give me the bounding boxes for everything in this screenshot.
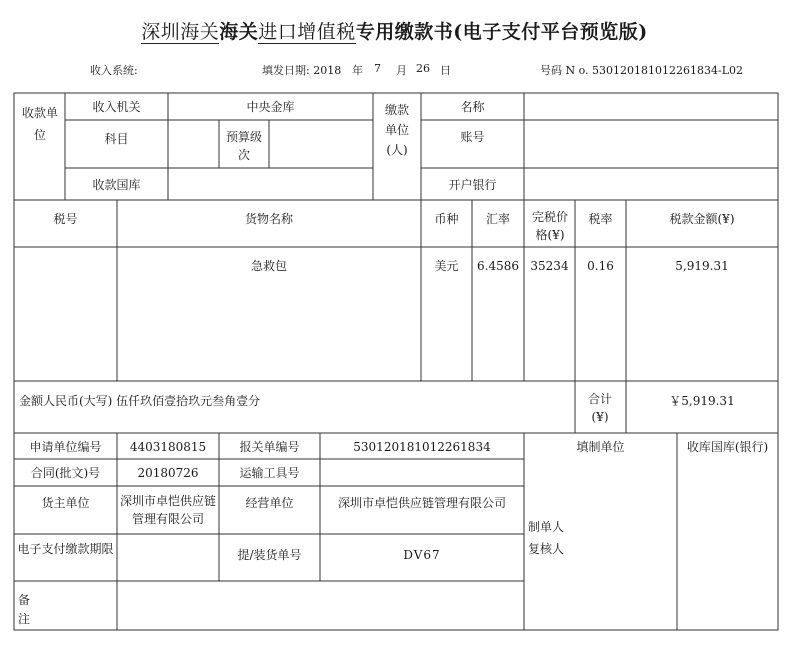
owner-label: 货主单位 xyxy=(41,496,90,510)
year-unit: 年 xyxy=(352,64,363,77)
reviewer-label: 复核人 xyxy=(528,542,565,556)
row-taxable-price: 35234 xyxy=(530,259,569,273)
operator-label: 经营单位 xyxy=(245,496,294,510)
agency-value: 中央金库 xyxy=(246,100,295,114)
col-tax-rate: 税率 xyxy=(588,212,613,226)
operator-value: 深圳市卓恺供应链管理有限公司 xyxy=(337,496,506,510)
col-tax-no: 税号 xyxy=(53,212,78,226)
day-unit: 日 xyxy=(440,64,451,77)
applicant-code-label: 申请单位编号 xyxy=(29,440,102,454)
col-currency: 币种 xyxy=(434,212,459,226)
applicant-code-value: 4403180815 xyxy=(129,440,207,454)
title-form-name: 专用缴款书(电子支付平台预览版) xyxy=(355,21,648,43)
treasury-label: 收款国库 xyxy=(92,178,141,192)
row-goods-name: 急救包 xyxy=(250,259,287,273)
receiver-section-label: 收款单位 xyxy=(21,106,58,142)
owner-value: 深圳市卓恺供应链管理有限公司 xyxy=(119,494,216,526)
transport-label: 运输工具号 xyxy=(239,466,300,480)
month-value: 7 xyxy=(374,62,381,75)
month-unit: 月 xyxy=(396,64,407,77)
preparer-label: 制单人 xyxy=(528,520,565,534)
bill-label: 提/装货单号 xyxy=(237,548,302,562)
col-goods-name: 货物名称 xyxy=(244,212,293,226)
row-rate: 6.4586 xyxy=(477,259,519,273)
contract-label: 合同(批文)号 xyxy=(30,466,101,480)
declaration-no-label: 报关单编号 xyxy=(239,440,300,454)
title-tax-type: 进口增值税 xyxy=(258,21,356,43)
remarks-label: 备注 xyxy=(18,593,31,626)
issuer-label: 填制单位 xyxy=(576,440,625,454)
date-label: 填发日期: 2018 xyxy=(262,64,342,77)
payer-account-label: 账号 xyxy=(460,130,485,144)
declaration-no-value: 530120181012261834 xyxy=(353,440,491,454)
row-currency: 美元 xyxy=(434,259,459,273)
bill-value: DV67 xyxy=(403,548,441,562)
row-tax-rate: 0.16 xyxy=(587,259,614,273)
col-taxable-price: 完税价格(¥) xyxy=(531,210,568,242)
deadline-label: 电子支付缴款期限 xyxy=(17,542,114,556)
payer-bank-label: 开户银行 xyxy=(448,178,497,192)
agency-label: 收入机关 xyxy=(92,100,141,114)
subject-label: 科目 xyxy=(104,132,129,146)
payer-name-label: 名称 xyxy=(460,100,485,114)
title-customs-name: 深圳海关 xyxy=(141,21,220,43)
title-customs: 海关 xyxy=(219,21,259,43)
total-label: 合计(¥) xyxy=(587,392,612,424)
col-rate: 汇率 xyxy=(485,212,510,226)
contract-value: 20180726 xyxy=(137,466,199,480)
col-tax-amount: 税款金额(¥) xyxy=(669,212,735,226)
day-value: 26 xyxy=(416,62,430,75)
treasury-bank-label: 收库国库(银行) xyxy=(686,440,769,454)
amount-in-words: 金额人民币(大写) 伍仟玖佰壹拾玖元叁角壹分 xyxy=(19,394,261,408)
payer-section-label: 缴款单位(人) xyxy=(384,103,409,157)
total-value: ￥5,919.31 xyxy=(669,394,735,408)
document-title xyxy=(0,17,789,44)
system-label: 收入系统: xyxy=(90,64,138,77)
row-tax-amount: 5,919.31 xyxy=(675,259,729,273)
document-number: 号码 N o. 530120181012261834-L02 xyxy=(540,64,744,77)
budget-label: 预算级次 xyxy=(225,130,262,162)
